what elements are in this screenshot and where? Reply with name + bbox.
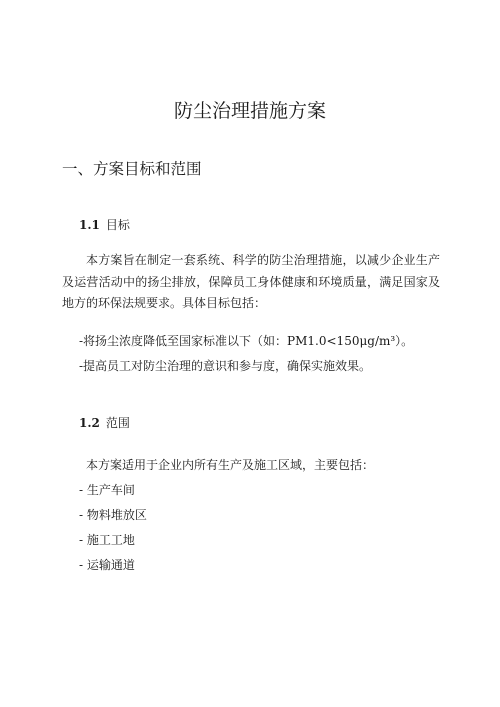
subsection-heading-scope (79, 414, 130, 432)
subsection-heading-goal (79, 216, 130, 234)
scope-item: - 运输通道 (79, 558, 135, 572)
subsection-number: 1.1 (79, 218, 100, 232)
scope-item: - 生产车间 (79, 483, 135, 497)
goal-item: -将扬尘浓度降低至国家标准以下（如：PM1.0<150μg/m³）。 (79, 334, 414, 348)
scope-item: - 物料堆放区 (79, 508, 147, 522)
document-title: 防尘治理措施方案 (173, 100, 326, 122)
goal-paragraph: 本方案旨在制定一套系统、科学的防尘治理措施，以减少企业生产及运营活动中的扬尘排放，保障员工身体健康和环境质量，满足国家及地方的环保法规要求。具体目标包括： (62, 253, 440, 310)
section-heading-1: 一、方案目标和范围 (62, 160, 202, 178)
goal-item: -提高员工对防尘治理的意识和参与度，确保实施效果。 (79, 359, 372, 373)
subsection-label: 目标 (105, 218, 130, 232)
subsection-number: 1.2 (79, 416, 100, 430)
scope-item: - 施工工地 (79, 533, 135, 547)
subsection-label: 范围 (105, 416, 130, 430)
scope-paragraph: 本方案适用于企业内所有生产及施工区域，主要包括： (86, 458, 375, 472)
